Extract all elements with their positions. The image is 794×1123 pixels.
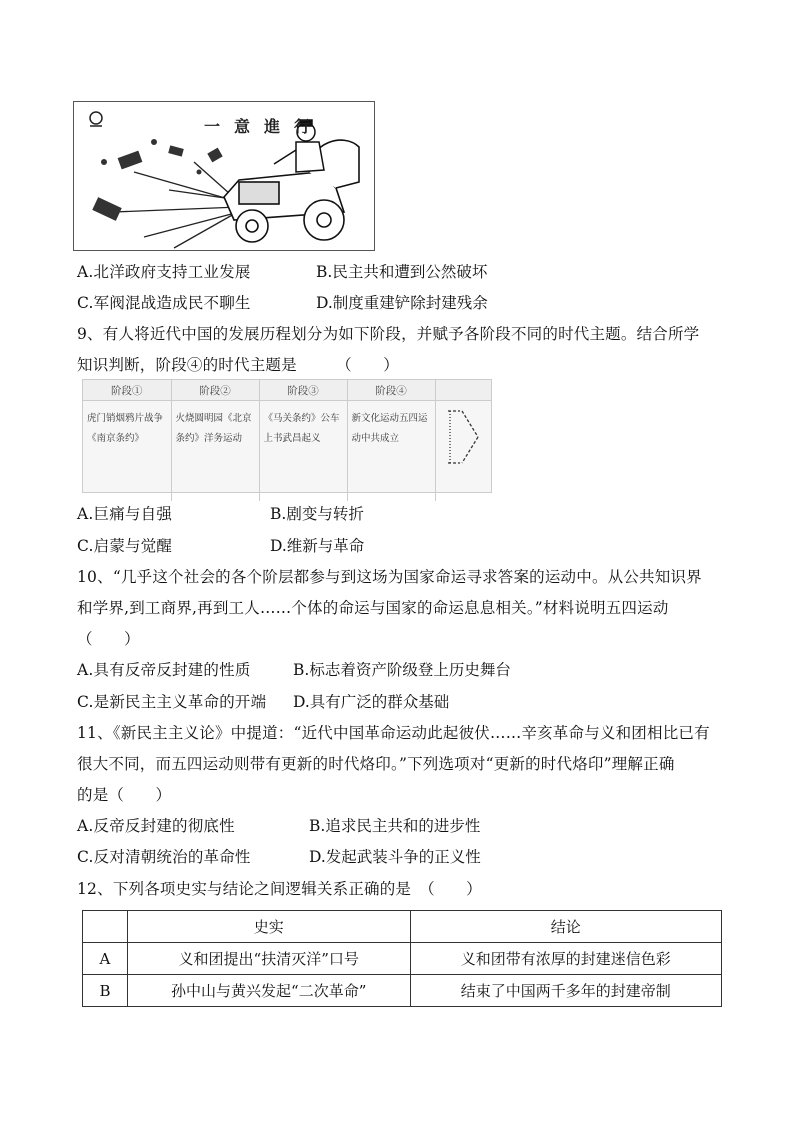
stage-cell-3: 《马关条约》公车上书武昌起义 bbox=[259, 401, 347, 502]
table-header-row bbox=[83, 911, 722, 943]
stage-cell-2: 火烧圆明园《北京条约》洋务运动 bbox=[171, 401, 259, 502]
table-header-conclusion: 结论 bbox=[410, 911, 722, 943]
q10-option-d: D.具有广泛的群众基础 bbox=[293, 693, 450, 711]
q11-option-a: A.反帝反封建的彻底性 bbox=[77, 817, 235, 835]
stage-cell-1: 虎门销烟鸦片战争《南京条约》 bbox=[83, 401, 171, 502]
row-a-label: A bbox=[83, 943, 128, 975]
row-b-conclusion: 结束了中国两千多年的封建帝制 bbox=[410, 975, 722, 1007]
q9-option-b: B.剧变与转折 bbox=[270, 505, 364, 523]
q12-stem: 12、下列各项史实与结论之间逻辑关系正确的是 （ ） bbox=[77, 880, 482, 898]
q9-option-d: D.维新与革命 bbox=[270, 537, 365, 555]
q11-option-c: C.反对清朝统治的革命性 bbox=[77, 848, 251, 866]
stage-arrow-cell bbox=[435, 401, 491, 502]
q8-option-d: D.制度重建铲除封建残余 bbox=[316, 294, 488, 312]
stage-header-blank bbox=[435, 380, 491, 401]
row-a-conclusion: 义和团带有浓厚的封建迷信色彩 bbox=[410, 943, 722, 975]
table-header-facts: 史实 bbox=[127, 911, 410, 943]
stage-cell-4: 新文化运动五四运动中共成立 bbox=[347, 401, 435, 502]
q11-stem-line2: 很大不同，而五四运动则带有更新的时代烙印。”下列选项对“更新的时代烙印”理解正确 bbox=[77, 755, 675, 773]
car bbox=[224, 140, 359, 242]
cartoon-image bbox=[73, 101, 375, 251]
stage-header-4: 阶段④ bbox=[347, 380, 435, 401]
table-row bbox=[83, 943, 722, 975]
dashed-arrow-icon bbox=[436, 401, 492, 493]
q10-option-a: A.具有反帝反封建的性质 bbox=[77, 661, 251, 679]
q8-option-c: C.军阀混战造成民不聊生 bbox=[77, 294, 251, 312]
table-header-blank bbox=[83, 911, 128, 943]
logo-mark bbox=[90, 112, 102, 126]
table-row bbox=[83, 975, 722, 1007]
stage-table bbox=[82, 379, 492, 493]
q9-stem-line2: 知识判断，阶段④的时代主题是 （ ） bbox=[77, 356, 399, 374]
q9-stem-line1: 9、有人将近代中国的发展历程划分为如下阶段，并赋予各阶段不同的时代主题。结合所学 bbox=[77, 325, 700, 343]
q8-option-a: A.北洋政府支持工业发展 bbox=[77, 263, 251, 281]
speed-lines bbox=[114, 162, 239, 248]
q10-option-b: B.标志着资产阶级登上历史舞台 bbox=[293, 661, 511, 679]
cartoon-title: 一意進行 bbox=[204, 117, 325, 136]
q10-stem-line3: （ ） bbox=[77, 630, 140, 648]
row-b-label: B bbox=[83, 975, 128, 1007]
q11-stem-line3: 的是（ ） bbox=[77, 786, 172, 804]
q9-option-a: A.巨痛与自强 bbox=[77, 505, 173, 523]
q10-option-c: C.是新民主主义革命的开端 bbox=[77, 693, 267, 711]
stage-header-2: 阶段② bbox=[171, 380, 259, 401]
q10-stem-line2: 和学界,到工商界,再到工人……个体的命运与国家的命运息息相关。”材料说明五四运动 bbox=[77, 599, 669, 617]
q8-option-b: B.民主共和遭到公然破坏 bbox=[316, 263, 488, 281]
stage-header-3: 阶段③ bbox=[259, 380, 347, 401]
q12-table bbox=[82, 910, 722, 1007]
q11-option-d: D.发起武装斗争的正义性 bbox=[309, 848, 481, 866]
q9-option-c: C.启蒙与觉醒 bbox=[77, 537, 173, 555]
row-a-fact: 义和团提出“扶清灭洋”口号 bbox=[127, 943, 410, 975]
stage-header-1: 阶段① bbox=[83, 380, 171, 401]
q11-option-b: B.追求民主共和的进步性 bbox=[309, 817, 481, 835]
q11-stem-line1: 11、《新民主主义论》中提道：“近代中国革命运动此起彼伏……辛亥革命与义和团相比已有 bbox=[77, 724, 710, 742]
row-b-fact: 孙中山与黄兴发起“二次革命” bbox=[127, 975, 410, 1007]
q10-stem-line1: 10、“几乎这个社会的各个阶层都参与到这场为国家命运寻求答案的运动中。从公共知识界 bbox=[77, 568, 702, 586]
